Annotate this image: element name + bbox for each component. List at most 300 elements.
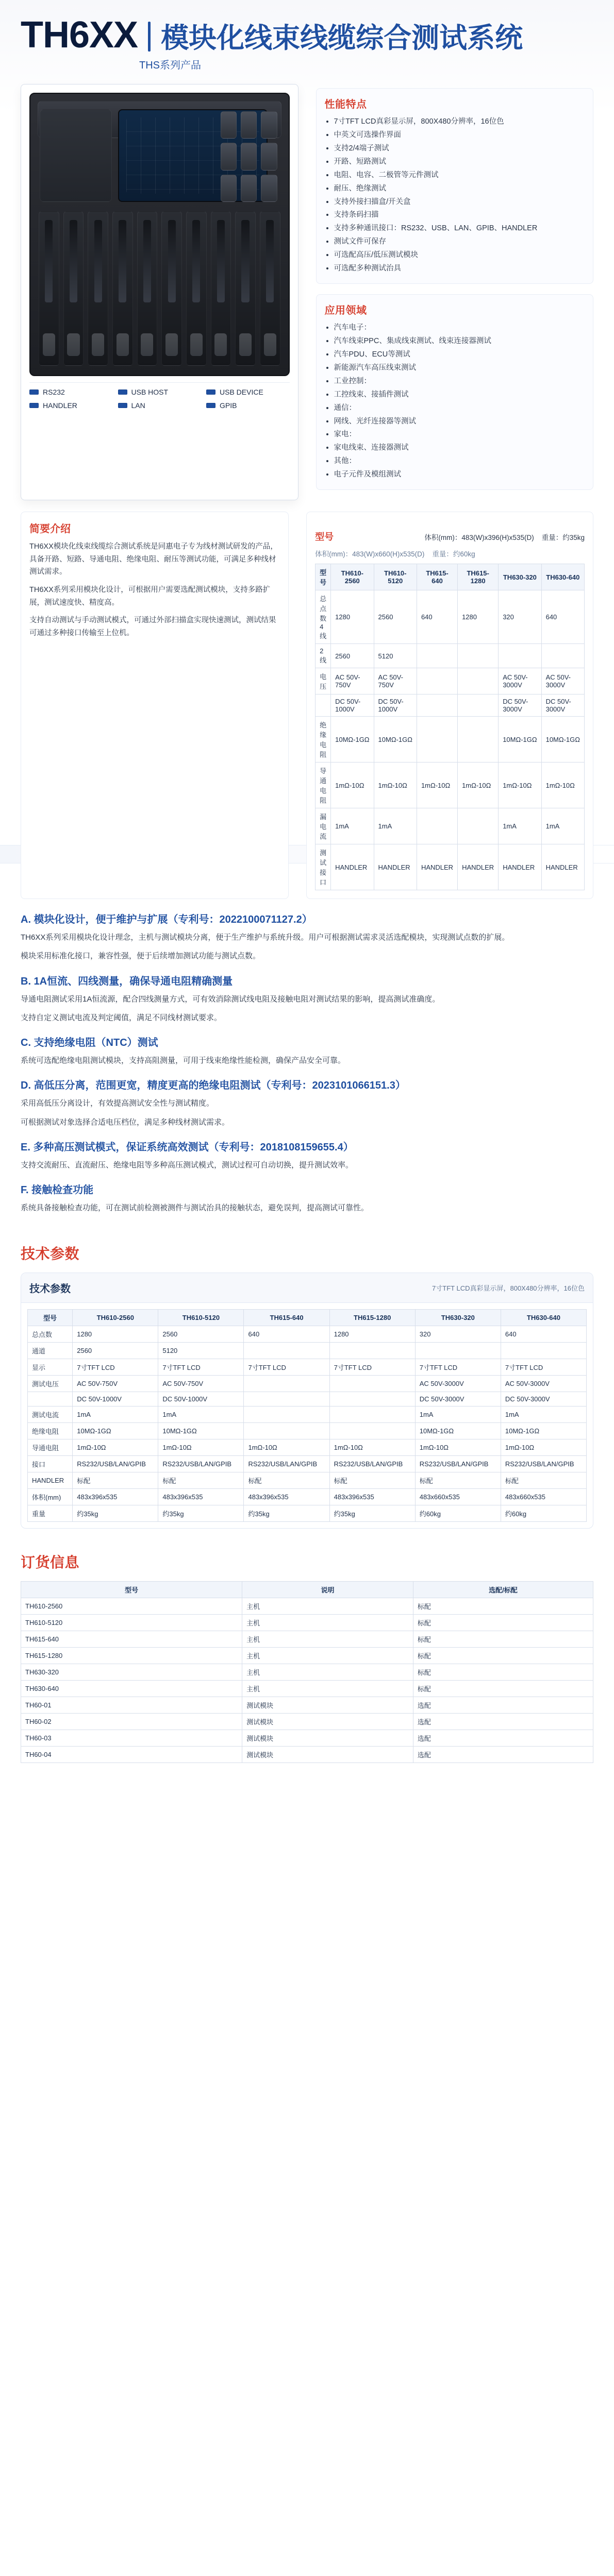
table-header: 说明 (242, 1582, 413, 1598)
table-cell: 测试电压 (28, 1376, 73, 1392)
table-cell: 7寸TFT LCD (415, 1359, 501, 1376)
hero-bottom (21, 512, 593, 899)
table-cell: 640 (541, 590, 584, 644)
mini-table-wrap (315, 530, 585, 890)
application-item: • 通信： (334, 402, 585, 415)
table-cell: 2560 (331, 644, 374, 668)
port-item (118, 401, 202, 410)
details-paragraph: 系统可选配绝缘电阻测试模块，支持高阻测量，可用于线束绝缘性能检测，确保产品安全可靠。 (21, 1056, 346, 1065)
table-cell: DC 50V-3000V (499, 694, 541, 717)
table-cell: 2线 (316, 644, 331, 668)
tech-specs-section (0, 1238, 614, 1546)
table-cell: HANDLER (541, 844, 584, 890)
table-header: 选配/标配 (413, 1582, 593, 1598)
table-cell: 约35kg (158, 1505, 244, 1522)
table-cell: 483x396x535 (73, 1489, 158, 1505)
table-cell: AC 50V-750V (374, 668, 417, 694)
table-cell: 483x660x535 (415, 1489, 501, 1505)
application-item: • 网线、光纤连接器等测试 (334, 416, 585, 428)
module-slot (88, 211, 108, 366)
table-cell: TH60-02 (21, 1714, 242, 1730)
table-cell: 1mA (331, 808, 374, 844)
table-cell: 483x396x535 (158, 1489, 244, 1505)
spec-card-title: 技术参数 (29, 1283, 71, 1295)
size-meta-2: 体积(mm)：483(W)x660(H)x535(D) (315, 550, 425, 558)
table-row (316, 694, 585, 717)
port-swatch (29, 389, 39, 395)
table-cell: 约35kg (244, 1505, 329, 1522)
product-card (21, 84, 298, 500)
table-cell (417, 717, 457, 762)
table-cell: 10MΩ-1GΩ (501, 1423, 586, 1439)
application-item: • 新能源汽车高压线束测试 (334, 362, 585, 375)
port-item (29, 388, 113, 396)
port-label: HANDLER (43, 401, 77, 410)
table-header: 型号 (316, 564, 331, 590)
hero-header (21, 16, 593, 54)
table-cell: TH615-640 (21, 1631, 242, 1648)
port-item (206, 388, 290, 396)
port-swatch (29, 403, 39, 408)
table-cell: 约60kg (415, 1505, 501, 1522)
feature-item: • 中英文可选操作界面 (334, 129, 585, 142)
details-section-title: F. 接触检查功能 (21, 1184, 94, 1196)
table-cell (458, 668, 499, 694)
intro-paragraph: TH6XX模块化线束线缆综合测试系统是同惠电子专为线材测试研发的产品，具备开路、短路、导通电阻、绝缘电阻、耐压等测试功能，可满足多种线材测试需求。 (29, 543, 278, 577)
table-header: TH630-320 (499, 564, 541, 590)
table-cell: 选配 (413, 1714, 593, 1730)
mini-table-heading: 型号 (315, 532, 334, 543)
module-slot (63, 211, 84, 366)
table-cell: 1280 (73, 1326, 158, 1343)
spec-summary-block (306, 512, 593, 899)
table-cell: AC 50V-750V (158, 1376, 244, 1392)
details-section-title: B. 1A恒流、四线测量，确保导通电阻精确测量 (21, 975, 233, 987)
table-cell (458, 644, 499, 668)
table-cell: 1280 (331, 590, 374, 644)
table-cell: 7寸TFT LCD (73, 1359, 158, 1376)
table-row (316, 844, 585, 890)
table-row (316, 762, 585, 808)
port-item (206, 401, 290, 410)
table-row (21, 1681, 593, 1697)
application-item: • 汽车PDU、ECU等测试 (334, 349, 585, 361)
port-label: GPIB (220, 401, 237, 410)
feature-item: • 可选配多种测试治具 (334, 263, 585, 275)
device-button (221, 175, 237, 202)
table-cell: HANDLER (28, 1472, 73, 1489)
table-cell: 1mA (499, 808, 541, 844)
table-cell: 标配 (158, 1472, 244, 1489)
table-cell (244, 1423, 329, 1439)
table-cell (417, 694, 457, 717)
table-row (28, 1456, 587, 1472)
application-item: • 工控线束、接插件测试 (334, 389, 585, 401)
table-cell: RS232/USB/LAN/GPIB (244, 1456, 329, 1472)
table-header: 型号 (21, 1582, 242, 1598)
details-container (21, 911, 593, 1215)
port-label: USB HOST (131, 388, 169, 396)
table-cell (329, 1343, 415, 1359)
ordering-section (0, 1546, 614, 1781)
mini-table-meta (424, 532, 585, 542)
table-cell: 1mA (158, 1406, 244, 1423)
table-cell: AC 50V-750V (73, 1376, 158, 1392)
table-row (28, 1472, 587, 1489)
details-paragraph: 采用高低压分离设计，有效提高测试安全性与测试精度。 (21, 1099, 214, 1108)
table-cell: 重量 (28, 1505, 73, 1522)
details-paragraph: 可根据测试对象选择合适电压档位，满足多种线材测试需求。 (21, 1117, 230, 1127)
table-cell: 5120 (158, 1343, 244, 1359)
table-cell: AC 50V-750V (331, 668, 374, 694)
table-cell: 标配 (413, 1598, 593, 1615)
table-cell: TH60-03 (21, 1730, 242, 1747)
table-cell: 主机 (242, 1664, 413, 1681)
application-item: • 汽车电子： (334, 322, 585, 334)
table-row (21, 1631, 593, 1648)
table-cell: 标配 (413, 1648, 593, 1664)
feature-item: • 7寸TFT LCD真彩显示屏，800X480分辨率，16位色 (334, 116, 585, 128)
port-item (118, 388, 202, 396)
table-row (21, 1714, 593, 1730)
port-label: RS232 (43, 388, 65, 396)
feature-item: • 开路、短路测试 (334, 156, 585, 168)
table-cell: DC 50V-3000V (541, 694, 584, 717)
table-cell: HANDLER (499, 844, 541, 890)
table-cell: 1mΩ-10Ω (499, 762, 541, 808)
table-cell (458, 694, 499, 717)
table-row (28, 1376, 587, 1392)
details-section-title: E. 多种高压测试模式，保证系统高效测试（专利号：2018108159655.4） (21, 1141, 354, 1153)
features-list (325, 116, 585, 275)
feature-item: • 测试文件可保存 (334, 236, 585, 248)
table-row (21, 1648, 593, 1664)
table-cell: 1mA (374, 808, 417, 844)
ordering-table (21, 1581, 593, 1763)
feature-item: • 支持多种通讯接口：RS232、USB、LAN、GPIB、HANDLER (334, 223, 585, 235)
table-cell: RS232/USB/LAN/GPIB (158, 1456, 244, 1472)
application-item: • 家电： (334, 429, 585, 441)
table-cell: 测试模块 (242, 1697, 413, 1714)
device-button (241, 111, 257, 139)
details-section (0, 863, 614, 1238)
table-cell: 选配 (413, 1730, 593, 1747)
table-cell: HANDLER (417, 844, 457, 890)
table-cell: 1mΩ-10Ω (374, 762, 417, 808)
weight-meta-2: 重量：约60kg (432, 550, 475, 558)
table-cell: 1mΩ-10Ω (415, 1439, 501, 1456)
module-slots (39, 211, 280, 366)
intro-title: 简要介绍 (29, 523, 71, 535)
module-slot (235, 211, 256, 366)
table-cell (499, 644, 541, 668)
table-row (316, 668, 585, 694)
table-cell: 标配 (413, 1631, 593, 1648)
table-cell: 483x660x535 (501, 1489, 586, 1505)
table-cell: 5120 (374, 644, 417, 668)
table-cell: 通道 (28, 1343, 73, 1359)
table-cell: 约35kg (73, 1505, 158, 1522)
table-cell: 标配 (415, 1472, 501, 1489)
table-cell: 电压 (316, 668, 331, 694)
device-button (241, 175, 257, 202)
application-item: • 汽车线束PPC、集成线束测试、线束连接器测试 (334, 335, 585, 348)
table-cell: 7寸TFT LCD (501, 1359, 586, 1376)
applications-title: 应用领域 (324, 305, 367, 317)
port-label: USB DEVICE (220, 388, 263, 396)
table-cell: HANDLER (458, 844, 499, 890)
table-cell: 10MΩ-1GΩ (158, 1423, 244, 1439)
features-block (316, 88, 594, 284)
table-row (28, 1359, 587, 1376)
table-cell: 1mΩ-10Ω (158, 1439, 244, 1456)
table-cell: 320 (415, 1326, 501, 1343)
application-item: • 电子元件及模组测试 (334, 469, 585, 481)
intro-paragraph: TH6XX系列采用模块化设计，可根据用户需要选配测试模块，支持多路扩展，测试速度快、精度高。 (29, 586, 271, 607)
table-cell: 10MΩ-1GΩ (499, 717, 541, 762)
applications-list (325, 322, 585, 481)
port-swatch (206, 389, 215, 395)
table-cell (417, 644, 457, 668)
table-header: TH610-5120 (158, 1310, 244, 1326)
brand-mark: TH6XX (21, 14, 138, 56)
table-cell: 1mΩ-10Ω (417, 762, 457, 808)
details-paragraph: 支持自定义测试电流及判定阈值，满足不同线材测试要求。 (21, 1013, 222, 1022)
port-legend (29, 382, 290, 410)
table-cell: 640 (501, 1326, 586, 1343)
details-section-title: D. 高低压分离，范围更宽，精度更高的绝缘电阻测试（专利号：2023101066151.3） (21, 1080, 406, 1092)
table-cell: 1mΩ-10Ω (541, 762, 584, 808)
table-cell: DC 50V-3000V (501, 1392, 586, 1406)
table-cell: 总点数 4线 (316, 590, 331, 644)
table-cell: 标配 (329, 1472, 415, 1489)
table-row (21, 1598, 593, 1615)
table-cell: 标配 (413, 1615, 593, 1631)
weight-meta: 重量：约35kg (541, 534, 585, 542)
table-cell: 主机 (242, 1598, 413, 1615)
table-cell: 1280 (458, 590, 499, 644)
table-cell (417, 668, 457, 694)
mini-table-meta-2 (315, 548, 585, 558)
details-section-title: C. 支持绝缘电阻（NTC）测试 (21, 1037, 158, 1048)
table-cell: 640 (417, 590, 457, 644)
module-slot (260, 211, 280, 366)
table-cell: RS232/USB/LAN/GPIB (329, 1456, 415, 1472)
table-cell: 320 (499, 590, 541, 644)
spec-card (21, 1273, 593, 1529)
feature-item: • 支持外接扫描盒/开关盒 (334, 196, 585, 209)
table-row (28, 1406, 587, 1423)
spec-card-header (21, 1273, 593, 1303)
table-row (316, 644, 585, 668)
table-cell: 1mΩ-10Ω (329, 1439, 415, 1456)
table-cell: 483x396x535 (329, 1489, 415, 1505)
table-header: TH610-2560 (73, 1310, 158, 1326)
table-cell: HANDLER (374, 844, 417, 890)
table-row (316, 717, 585, 762)
table-cell: 测试模块 (242, 1730, 413, 1747)
table-cell: HANDLER (331, 844, 374, 890)
table-header: TH615-640 (417, 564, 457, 590)
table-cell: AC 50V-3000V (415, 1376, 501, 1392)
table-cell: 测试电流 (28, 1406, 73, 1423)
table-row (21, 1697, 593, 1714)
table-cell: 1mΩ-10Ω (458, 762, 499, 808)
table-cell: RS232/USB/LAN/GPIB (415, 1456, 501, 1472)
table-header: TH610-5120 (374, 564, 417, 590)
table-cell: TH610-5120 (21, 1615, 242, 1631)
port-swatch (206, 403, 215, 408)
details-paragraph: 模块采用标准化接口，兼容性强，便于后续增加测试功能与测试点数。 (21, 952, 261, 961)
table-row (28, 1439, 587, 1456)
table-cell: DC 50V-1000V (374, 694, 417, 717)
table-cell: 主机 (242, 1681, 413, 1697)
table-cell: 选配 (413, 1747, 593, 1763)
table-cell: 标配 (73, 1472, 158, 1489)
table-cell: 标配 (413, 1664, 593, 1681)
table-cell: RS232/USB/LAN/GPIB (73, 1456, 158, 1472)
tech-specs-title: 技术参数 (21, 1246, 80, 1262)
ordering-title: 订货信息 (21, 1554, 80, 1571)
table-cell: 2560 (374, 590, 417, 644)
table-cell: 10MΩ-1GΩ (415, 1423, 501, 1439)
table-cell (244, 1343, 329, 1359)
table-header: TH630-640 (501, 1310, 586, 1326)
table-cell: 主机 (242, 1615, 413, 1631)
intro-paragraphs (29, 540, 280, 639)
applications-block (316, 294, 594, 490)
table-cell: 约35kg (329, 1505, 415, 1522)
table-header: TH615-1280 (329, 1310, 415, 1326)
table-cell: AC 50V-3000V (541, 668, 584, 694)
spec-card-subtitle: 7寸TFT LCD真彩显示屏，800X480分辨率，16位色 (432, 1284, 585, 1293)
module-slot (112, 211, 133, 366)
feature-item: • 支持条码扫描 (334, 209, 585, 222)
device-button (241, 143, 257, 170)
table-cell: 1mA (415, 1406, 501, 1423)
table-cell: 640 (244, 1326, 329, 1343)
table-row (316, 808, 585, 844)
hero-body (21, 84, 593, 500)
table-cell (244, 1392, 329, 1406)
table-cell: 1mΩ-10Ω (244, 1439, 329, 1456)
table-cell: TH60-04 (21, 1747, 242, 1763)
table-cell (28, 1392, 73, 1406)
feature-item: • 可选配高压/低压测试模块 (334, 249, 585, 262)
table-cell: 测试接口 (316, 844, 331, 890)
table-cell: 测试模块 (242, 1747, 413, 1763)
table-cell: 1mΩ-10Ω (73, 1439, 158, 1456)
table-cell: DC 50V-1000V (158, 1392, 244, 1406)
table-cell: DC 50V-3000V (415, 1392, 501, 1406)
table-cell: 标配 (413, 1681, 593, 1697)
table-cell: 测试模块 (242, 1714, 413, 1730)
table-cell (329, 1392, 415, 1406)
table-row (28, 1326, 587, 1343)
table-row (21, 1664, 593, 1681)
module-slot (137, 211, 158, 366)
title-separator (148, 22, 151, 52)
table-cell: 绝缘电阻 (28, 1423, 73, 1439)
table-cell: AC 50V-3000V (499, 668, 541, 694)
table-cell: 总点数 (28, 1326, 73, 1343)
table-cell: 1mA (501, 1406, 586, 1423)
table-cell: 显示 (28, 1359, 73, 1376)
table-cell (541, 644, 584, 668)
table-cell: 10MΩ-1GΩ (374, 717, 417, 762)
table-cell: 绝缘电阻 (316, 717, 331, 762)
table-header: 型号 (28, 1310, 73, 1326)
table-cell: 2560 (73, 1343, 158, 1359)
table-cell: TH60-01 (21, 1697, 242, 1714)
module-slot (211, 211, 231, 366)
table-cell: 体积(mm) (28, 1489, 73, 1505)
table-cell: 10MΩ-1GΩ (73, 1423, 158, 1439)
table-cell (316, 694, 331, 717)
intro-paragraph: 支持自动测试与手动测试模式，可通过外部扫描盒实现快速测试，测试结果可通过多种接口传输至上位机。 (29, 616, 276, 637)
table-row (28, 1343, 587, 1359)
application-item: • 工业控制： (334, 376, 585, 388)
details-paragraph: 系统具备接触检查功能，可在测试前检测被测件与测试治具的接触状态，避免误判，提高测试可靠性。 (21, 1204, 369, 1212)
table-cell: 10MΩ-1GΩ (541, 717, 584, 762)
table-cell (501, 1343, 586, 1359)
application-item: • 家电线束、连接器测试 (334, 442, 585, 454)
table-cell: 选配 (413, 1697, 593, 1714)
table-cell: TH610-2560 (21, 1598, 242, 1615)
table-cell: DC 50V-1000V (331, 694, 374, 717)
table-header: TH630-640 (541, 564, 584, 590)
table-row (21, 1747, 593, 1763)
table-header: TH610-2560 (331, 564, 374, 590)
intro-block (21, 512, 289, 899)
table-cell: 主机 (242, 1631, 413, 1648)
features-title: 性能特点 (324, 99, 367, 110)
table-row (21, 1615, 593, 1631)
table-cell (329, 1423, 415, 1439)
page-title: 模块化线束线缆综合测试系统 (161, 22, 523, 54)
details-paragraph: 导通电阻测试采用1A恒流源，配合四线测量方式，可有效消除测试线电阻及接触电阻对测试结果的影响，提高测试准确度。 (21, 994, 440, 1004)
table-cell: TH630-640 (21, 1681, 242, 1697)
module-slot (39, 211, 59, 366)
port-item (29, 401, 113, 410)
table-header: TH630-320 (415, 1310, 501, 1326)
size-meta: 体积(mm)：483(W)x396(H)x535(D) (424, 534, 534, 542)
details-paragraph: 支持交流耐压、直流耐压、绝缘电阻等多种高压测试模式，测试过程可自动切换，提升测试效率。 (21, 1160, 354, 1170)
device-button (221, 111, 237, 139)
table-cell (458, 717, 499, 762)
table-cell: 1mΩ-10Ω (501, 1439, 586, 1456)
hero-section (0, 0, 614, 887)
feature-item: • 支持2/4端子测试 (334, 143, 585, 155)
tech-spec-table (27, 1309, 587, 1522)
spec-table-wrap (21, 1303, 593, 1528)
details-paragraph: TH6XX系列采用模块化设计理念，主机与测试模块分离，便于生产维护与系统升级。用户可根据测试需求灵活选配模块，实现测试点数的扩展。 (21, 933, 510, 942)
table-cell: 7寸TFT LCD (329, 1359, 415, 1376)
table-header: TH615-1280 (458, 564, 499, 590)
module-slot (161, 211, 182, 366)
device-side-panel (40, 109, 112, 202)
table-cell (329, 1376, 415, 1392)
device-button (261, 175, 277, 202)
details-section-title: A. 模块化设计，便于维护与扩展（专利号：2022100071127.2） (21, 914, 312, 925)
table-cell (244, 1376, 329, 1392)
table-cell (244, 1406, 329, 1423)
table-cell: DC 50V-1000V (73, 1392, 158, 1406)
table-cell: 漏电流 (316, 808, 331, 844)
table-cell: 7寸TFT LCD (244, 1359, 329, 1376)
table-cell: 1mA (73, 1406, 158, 1423)
table-cell: 1280 (329, 1326, 415, 1343)
